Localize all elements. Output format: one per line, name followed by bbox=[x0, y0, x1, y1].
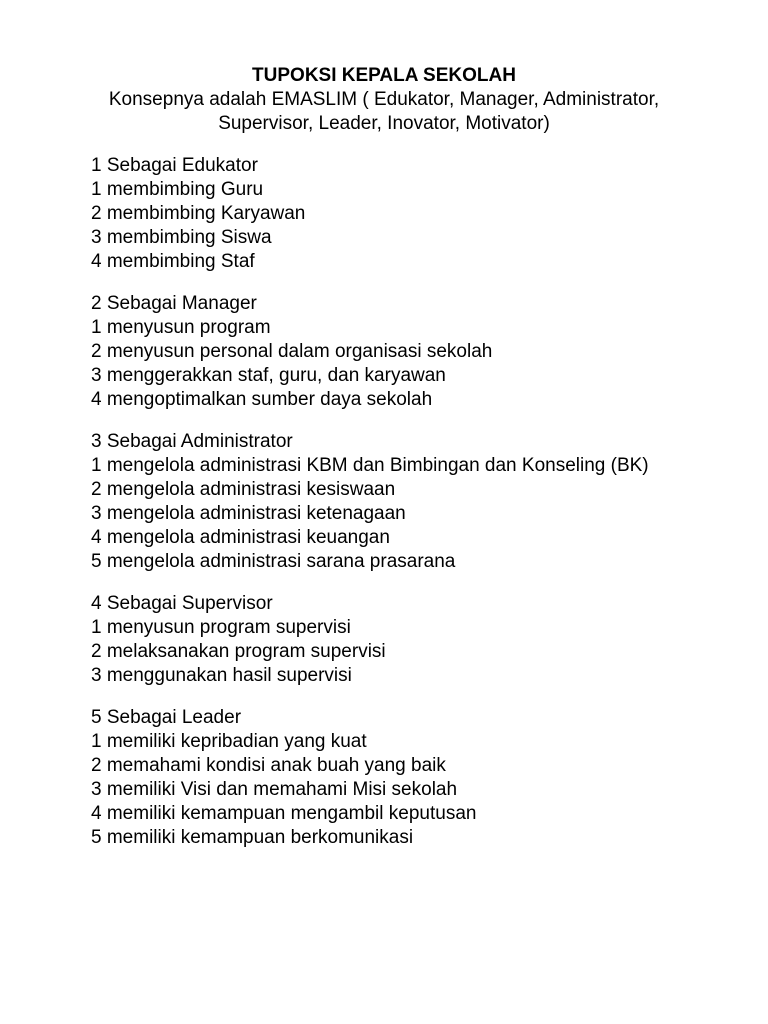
list-item: 5 mengelola administrasi sarana prasarana bbox=[91, 551, 456, 572]
list-item: 3 memiliki Visi dan memahami Misi sekolah bbox=[91, 779, 458, 800]
list-item: 4 membimbing Staf bbox=[91, 251, 255, 272]
list-item: 3 menggunakan hasil supervisi bbox=[91, 665, 352, 686]
section-administrator bbox=[91, 430, 691, 574]
list-item: 1 membimbing Guru bbox=[91, 179, 264, 200]
section-heading: 3 Sebagai Administrator bbox=[91, 431, 293, 452]
list-item: 4 memiliki kemampuan mengambil keputusan bbox=[91, 803, 477, 824]
document-header bbox=[60, 64, 708, 136]
document-subtitle-line-1: Konsepnya adalah EMASLIM ( Edukator, Manager, Administrator, bbox=[108, 89, 660, 110]
section-manager bbox=[91, 292, 691, 412]
section-supervisor bbox=[91, 592, 691, 688]
list-item: 1 memiliki kepribadian yang kuat bbox=[91, 731, 367, 752]
list-item: 2 menyusun personal dalam organisasi sekolah bbox=[91, 341, 493, 362]
list-item: 1 mengelola administrasi KBM dan Bimbingan dan Konseling (BK) bbox=[91, 455, 649, 476]
list-item: 4 mengoptimalkan sumber daya sekolah bbox=[91, 389, 433, 410]
list-item: 3 mengelola administrasi ketenagaan bbox=[91, 503, 406, 524]
list-item: 3 menggerakkan staf, guru, dan karyawan bbox=[91, 365, 446, 386]
section-edukator bbox=[91, 154, 691, 274]
list-item: 1 menyusun program supervisi bbox=[91, 617, 351, 638]
document-subtitle-line-2: Supervisor, Leader, Inovator, Motivator) bbox=[218, 113, 550, 134]
section-heading: 5 Sebagai Leader bbox=[91, 707, 242, 728]
list-item: 3 membimbing Siswa bbox=[91, 227, 272, 248]
section-heading: 1 Sebagai Edukator bbox=[91, 155, 258, 176]
list-item: 2 memahami kondisi anak buah yang baik bbox=[91, 755, 446, 776]
list-item: 2 melaksanakan program supervisi bbox=[91, 641, 386, 662]
document-title: TUPOKSI KEPALA SEKOLAH bbox=[252, 65, 516, 86]
list-item: 2 mengelola administrasi kesiswaan bbox=[91, 479, 396, 500]
document-body bbox=[91, 154, 691, 868]
list-item: 4 mengelola administrasi keuangan bbox=[91, 527, 390, 548]
list-item: 1 menyusun program bbox=[91, 317, 271, 338]
section-heading: 2 Sebagai Manager bbox=[91, 293, 257, 314]
section-leader bbox=[91, 706, 691, 850]
section-heading: 4 Sebagai Supervisor bbox=[91, 593, 273, 614]
list-item: 2 membimbing Karyawan bbox=[91, 203, 306, 224]
list-item: 5 memiliki kemampuan berkomunikasi bbox=[91, 827, 414, 848]
